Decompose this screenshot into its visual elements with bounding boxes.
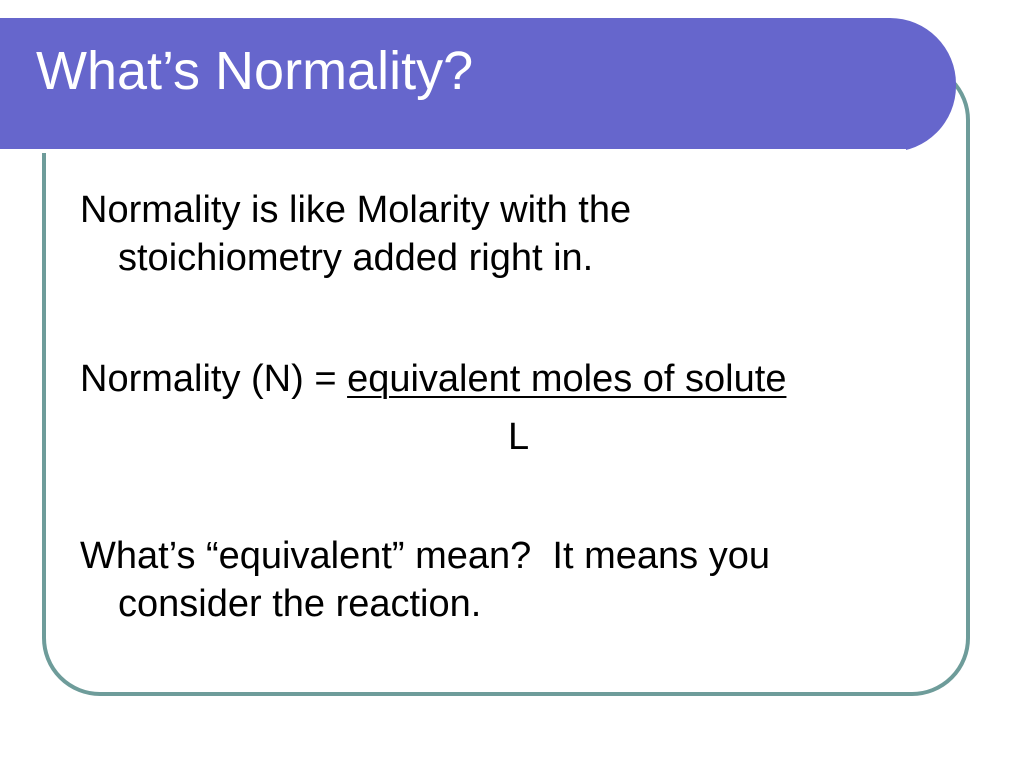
paragraph-equivalent-meaning-line2: consider the reaction.: [118, 583, 482, 625]
title-underline-rule: [0, 149, 906, 153]
paragraph-equivalent-meaning-line1: What’s “equivalent” mean? It means you: [80, 535, 770, 577]
paragraph-normality-definition-line2: stoichiometry added right in.: [118, 237, 594, 279]
normality-formula: [80, 355, 786, 403]
formula-lhs: Normality (N) =: [80, 358, 348, 400]
slide-title: What’s Normality?: [36, 41, 474, 101]
paragraph-normality-definition-line1: Normality is like Molarity with the: [80, 189, 632, 231]
formula-numerator: equivalent moles of solute: [347, 358, 787, 400]
paragraph-equivalent-meaning: [80, 532, 770, 628]
formula-denominator: L: [508, 416, 530, 458]
paragraph-normality-definition: [80, 186, 631, 282]
